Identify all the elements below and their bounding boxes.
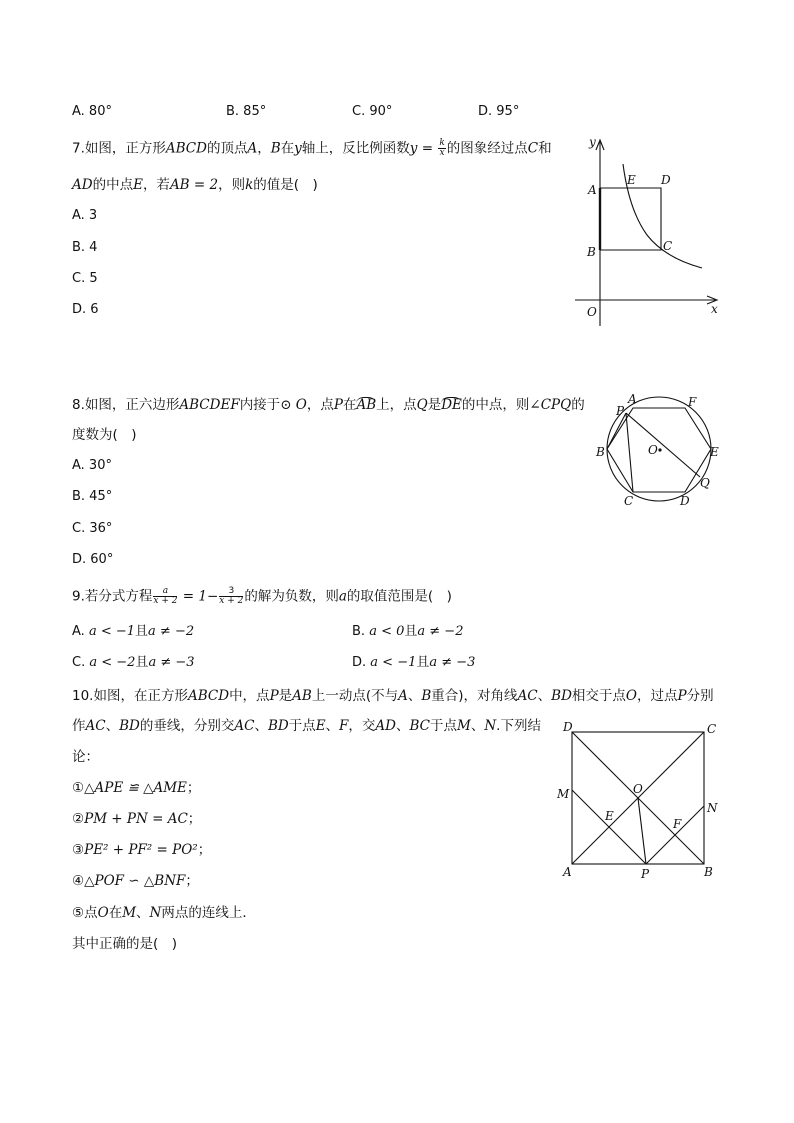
q8-option-c: C. 36° bbox=[72, 521, 113, 536]
q7-stem-line1: 7.如图，正方形ABCD的顶点A，B在y轴上，反比例函数y = $\frac{k}{x}$ 的图象经过点C和 bbox=[72, 138, 552, 158]
q7-option-b: B. 4 bbox=[72, 240, 98, 255]
q7-label-o: O bbox=[587, 305, 597, 319]
q6-option-d: D. 95° bbox=[478, 104, 520, 119]
q8-stem-line1: 8.如图，正六边形ABCDEF内接于⊙ O，点P在AB上，点Q是DE的中点，则∠CPQ的 bbox=[72, 397, 585, 413]
q7-stem-line2: AD的中点E，若AB = 2，则k的值是( ) bbox=[72, 177, 318, 193]
q9-fraction-2: $\frac{3}{x + 2}$ bbox=[219, 586, 244, 606]
q10-label-e: E bbox=[605, 809, 614, 823]
q8-center-point bbox=[658, 448, 661, 451]
q6-option-b: B. 85° bbox=[226, 104, 267, 119]
q8-label-d: D bbox=[680, 494, 690, 508]
q7-label-c: C bbox=[663, 239, 673, 253]
q7-label-e: E bbox=[627, 173, 636, 187]
q8-arc-ab: AB bbox=[356, 397, 377, 413]
q9-stem: 9.若分式方程 $\frac{a}{x + 2}$ = 1− $\frac{3}{x + 2}$ 的解为负数，则a的取值范围是( ) bbox=[72, 586, 452, 606]
q10-stem-line3: 论： bbox=[72, 749, 99, 765]
q10-label-f: F bbox=[673, 817, 682, 831]
q7-figure bbox=[565, 130, 730, 335]
q10-stem-line2: 作AC、BD的垂线，分别交AC、BD于点E、F，交AD、BC于点M、N.下列结 bbox=[72, 718, 541, 734]
q8-figure bbox=[590, 388, 730, 512]
q8-label-f: F bbox=[688, 395, 697, 409]
q10-closing: 其中正确的是( ) bbox=[72, 936, 178, 952]
q10-segment-po bbox=[638, 798, 646, 864]
q8-segment-pc bbox=[626, 413, 633, 492]
q6-option-a: A. 80° bbox=[72, 104, 112, 119]
q8-arc-de: DE bbox=[441, 397, 462, 413]
q10-statement-5: ⑤点O在M、N两点的连线上． bbox=[72, 905, 256, 921]
q10-label-o: O bbox=[633, 782, 643, 796]
q10-label-p: P bbox=[641, 867, 650, 881]
q10-statement-3: ③PE² + PF² = PO²； bbox=[72, 842, 212, 858]
q8-label-q: Q bbox=[700, 476, 710, 490]
q7-fraction: $\frac{k}{x}$ bbox=[439, 138, 445, 158]
q9-option-c: C. a < −2且a ≠ −3 bbox=[72, 655, 195, 670]
q10-statement-4: ④△POF ∽ △BNF； bbox=[72, 873, 199, 889]
q8-option-d: D. 60° bbox=[72, 552, 114, 567]
q8-label-c: C bbox=[624, 494, 634, 508]
q10-statement-2: ②PM + PN = AC； bbox=[72, 811, 202, 827]
q8-label-p: P bbox=[616, 404, 625, 418]
q7-option-c: C. 5 bbox=[72, 271, 98, 286]
q10-statement-1: ①△APE ≌ △AME； bbox=[72, 780, 201, 796]
q8-label-e: E bbox=[710, 445, 719, 459]
q10-label-m: M bbox=[557, 787, 570, 801]
q6-option-c: C. 90° bbox=[352, 104, 393, 119]
q8-segment-pq bbox=[626, 413, 700, 477]
q7-option-a: A. 3 bbox=[72, 208, 98, 223]
q10-figure bbox=[555, 718, 725, 883]
q8-option-b: B. 45° bbox=[72, 489, 113, 504]
q9-option-b: B. a < 0且a ≠ −2 bbox=[352, 624, 464, 639]
q7-label-b: B bbox=[587, 245, 596, 259]
q10-label-b: B bbox=[704, 865, 713, 879]
q10-label-n: N bbox=[707, 801, 718, 815]
q9-option-d: D. a < −1且a ≠ −3 bbox=[352, 655, 476, 670]
q10-label-c: C bbox=[707, 722, 717, 736]
q8-stem-line2: 度数为( ) bbox=[72, 427, 137, 443]
q7-label-a: A bbox=[588, 183, 597, 197]
q9-option-a: A. a < −1且a ≠ −2 bbox=[72, 624, 195, 639]
q10-label-a: A bbox=[563, 865, 572, 879]
q8-label-o: O bbox=[648, 443, 658, 457]
q9-fraction-1: $\frac{a}{x + 2}$ bbox=[153, 586, 178, 606]
q8-label-a: A bbox=[628, 392, 637, 406]
q10-label-d: D bbox=[563, 720, 573, 734]
q7-label-d: D bbox=[661, 173, 671, 187]
q7-label-x: x bbox=[711, 302, 718, 316]
q7-option-d: D. 6 bbox=[72, 302, 99, 317]
q10-stem-line1: 10.如图，在正方形ABCD中，点P是AB上一动点(不与A、B重合)，对角线AC、BD相交于点O，过点P分别 bbox=[72, 688, 714, 704]
q8-label-b: B bbox=[596, 445, 605, 459]
q8-option-a: A. 30° bbox=[72, 458, 112, 473]
q7-label-y: y bbox=[589, 135, 596, 149]
